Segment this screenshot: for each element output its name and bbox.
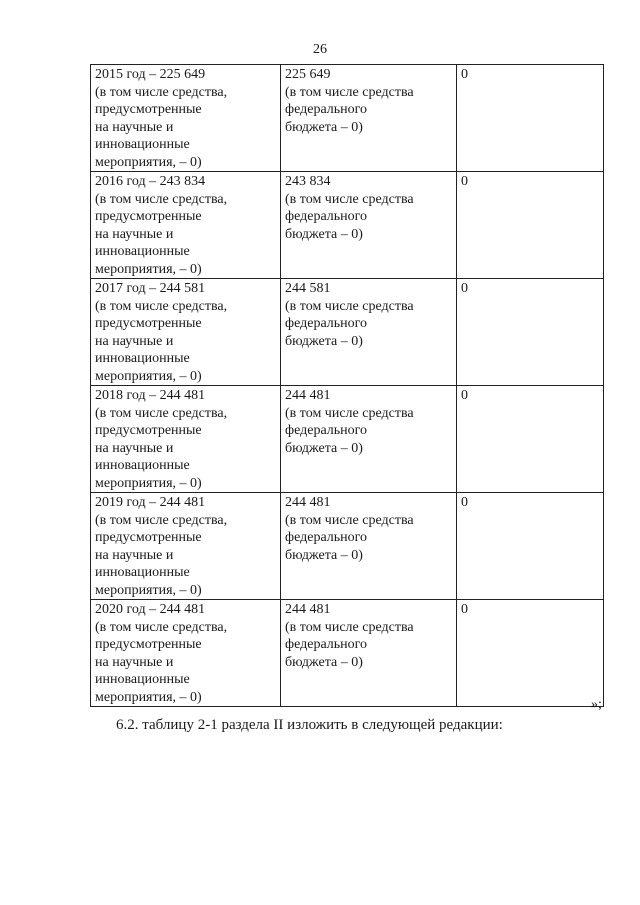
cell-line: предусмотренные [95, 209, 202, 224]
closing-quote: »; [591, 697, 602, 712]
amendment-instruction: 6.2. таблицу 2-1 раздела II изложить в следующей редакции: [116, 717, 503, 733]
cell-line: (в том числе средства [285, 298, 414, 314]
regional-budget-cell [281, 172, 457, 279]
cell-line: на научные и [95, 119, 174, 135]
cell-line: бюджета – 0) [285, 440, 363, 456]
other-sources-cell [457, 386, 604, 493]
cell-line: на научные и [95, 226, 174, 242]
table-row [91, 172, 604, 279]
cell-line: бюджета – 0) [285, 654, 363, 670]
year-total-cell [91, 493, 281, 600]
cell-line: мероприятия, – 0) [95, 368, 202, 384]
year-total-cell [91, 279, 281, 386]
cell-line: (в том числе средства, [95, 84, 228, 100]
year-total-cell [91, 65, 281, 172]
cell-line: мероприятия, – 0) [95, 261, 202, 277]
cell-line: 244 481 [285, 602, 331, 617]
cell-line: 0 [461, 67, 468, 82]
cell-line: бюджета – 0) [285, 333, 363, 349]
cell-line: предусмотренные [95, 423, 202, 438]
cell-line: на научные и [95, 440, 174, 456]
cell-line: (в том числе средства [285, 191, 414, 207]
cell-line: 0 [461, 495, 468, 510]
cell-line: на научные и [95, 654, 174, 670]
cell-line: инновационные [95, 351, 190, 366]
regional-budget-cell [281, 386, 457, 493]
cell-line: федерального [285, 637, 368, 652]
cell-line: (в том числе средства [285, 619, 414, 635]
cell-line: 244 481 [285, 495, 331, 510]
cell-line: на научные и [95, 547, 174, 563]
cell-line: предусмотренные [95, 637, 202, 652]
regional-budget-cell [281, 493, 457, 600]
regional-budget-cell [281, 600, 457, 707]
cell-line: 243 834 [285, 174, 331, 189]
cell-line: бюджета – 0) [285, 547, 363, 563]
cell-line: инновационные [95, 672, 190, 687]
cell-line: федерального [285, 209, 368, 224]
cell-line: 0 [461, 602, 468, 617]
cell-line: инновационные [95, 244, 190, 259]
cell-line: 0 [461, 281, 468, 296]
table-row [91, 65, 604, 172]
table-row [91, 600, 604, 707]
other-sources-cell [457, 172, 604, 279]
cell-line: (в том числе средства, [95, 619, 228, 635]
year-total-cell [91, 600, 281, 707]
cell-line: 2017 год – 244 581 [95, 281, 206, 296]
cell-line: (в том числе средства [285, 512, 414, 528]
cell-line: (в том числе средства, [95, 405, 228, 421]
cell-line: 2016 год – 243 834 [95, 174, 206, 189]
page-number: 26 [313, 42, 327, 57]
cell-line: 244 481 [285, 388, 331, 403]
cell-line: 244 581 [285, 281, 331, 296]
cell-line: инновационные [95, 137, 190, 152]
table-row [91, 386, 604, 493]
cell-line: федерального [285, 423, 368, 438]
regional-budget-cell [281, 279, 457, 386]
cell-line: 2018 год – 244 481 [95, 388, 206, 403]
table-row [91, 493, 604, 600]
cell-line: (в том числе средства, [95, 191, 228, 207]
cell-line: предусмотренные [95, 530, 202, 545]
cell-line: федерального [285, 316, 368, 331]
cell-line: федерального [285, 530, 368, 545]
cell-line: 2020 год – 244 481 [95, 602, 206, 617]
cell-line: бюджета – 0) [285, 226, 363, 242]
cell-line: предусмотренные [95, 102, 202, 117]
cell-line: (в том числе средства, [95, 512, 228, 528]
cell-line: предусмотренные [95, 316, 202, 331]
year-total-cell [91, 172, 281, 279]
cell-line: 2019 год – 244 481 [95, 495, 206, 510]
other-sources-cell [457, 65, 604, 172]
cell-line: 2015 год – 225 649 [95, 67, 206, 82]
other-sources-cell [457, 600, 604, 707]
cell-line: (в том числе средства [285, 84, 414, 100]
cell-line: инновационные [95, 458, 190, 473]
cell-line: на научные и [95, 333, 174, 349]
cell-line: федерального [285, 102, 368, 117]
cell-line: мероприятия, – 0) [95, 154, 202, 170]
regional-budget-cell [281, 65, 457, 172]
cell-line: (в том числе средства, [95, 298, 228, 314]
budget-table [90, 64, 604, 707]
cell-line: 0 [461, 174, 468, 189]
cell-line: 225 649 [285, 67, 331, 82]
cell-line: 0 [461, 388, 468, 403]
table-row [91, 279, 604, 386]
other-sources-cell [457, 493, 604, 600]
cell-line: мероприятия, – 0) [95, 689, 202, 705]
year-total-cell [91, 386, 281, 493]
other-sources-cell [457, 279, 604, 386]
cell-line: (в том числе средства [285, 405, 414, 421]
cell-line: инновационные [95, 565, 190, 580]
cell-line: мероприятия, – 0) [95, 582, 202, 598]
cell-line: бюджета – 0) [285, 119, 363, 135]
cell-line: мероприятия, – 0) [95, 475, 202, 491]
